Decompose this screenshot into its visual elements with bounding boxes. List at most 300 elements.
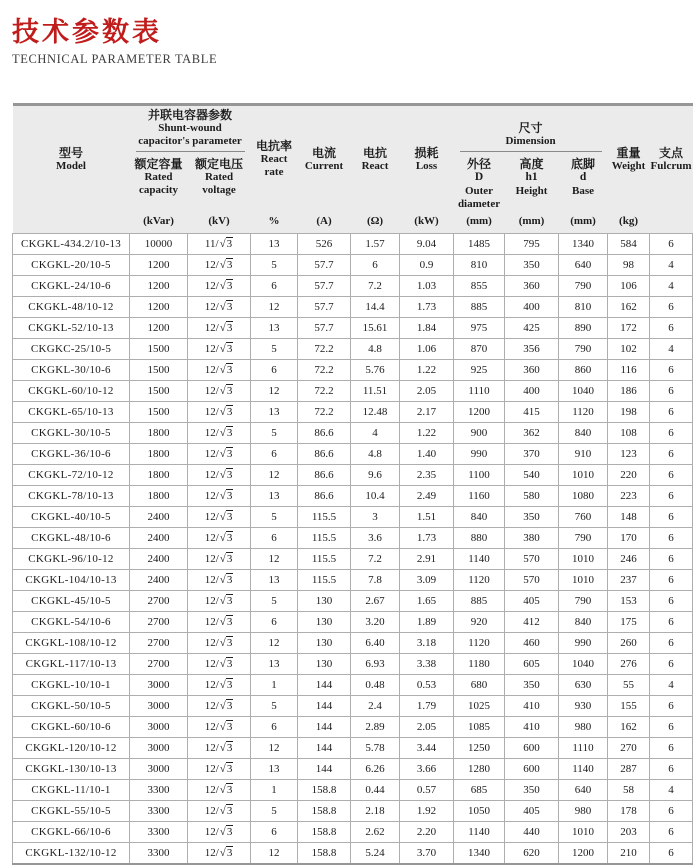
cell-height: 425 bbox=[505, 317, 559, 338]
sqrt-symbol: √ bbox=[219, 804, 226, 817]
cell-base: 890 bbox=[559, 317, 608, 338]
cell-height: 600 bbox=[505, 758, 559, 779]
cell-model: CKGKL-30/10-6 bbox=[13, 359, 130, 380]
cell-outer_diameter: 870 bbox=[454, 338, 505, 359]
cell-loss: 1.79 bbox=[400, 695, 454, 716]
cell-height: 540 bbox=[505, 464, 559, 485]
cell-loss: 2.20 bbox=[400, 821, 454, 842]
cell-capacity: 3000 bbox=[130, 695, 188, 716]
cell-voltage: 12/√3 bbox=[188, 611, 251, 632]
cell-height: 570 bbox=[505, 569, 559, 590]
header-dimension-group bbox=[454, 105, 608, 155]
technical-parameter-table bbox=[12, 103, 693, 865]
cell-model: CKGKL-54/10-6 bbox=[13, 611, 130, 632]
cell-model: CKGKL-30/10-5 bbox=[13, 422, 130, 443]
cell-base: 790 bbox=[559, 275, 608, 296]
cell-model: CKGKL-24/10-6 bbox=[13, 275, 130, 296]
sqrt-symbol: √ bbox=[219, 237, 226, 250]
table-row bbox=[13, 674, 693, 695]
cell-rate: 12 bbox=[251, 737, 298, 758]
cell-model: CKGKC-25/10-5 bbox=[13, 338, 130, 359]
header-react: 电抗 React bbox=[351, 105, 400, 213]
sqrt-symbol: √ bbox=[219, 321, 226, 334]
cell-base: 910 bbox=[559, 443, 608, 464]
cell-rate: 6 bbox=[251, 821, 298, 842]
cell-weight: 175 bbox=[608, 611, 650, 632]
cell-model: CKGKL-48/10-12 bbox=[13, 296, 130, 317]
cell-react: 14.4 bbox=[351, 296, 400, 317]
cell-react: 5.76 bbox=[351, 359, 400, 380]
cell-fulcrum: 6 bbox=[650, 821, 693, 842]
cell-model: CKGKL-20/10-5 bbox=[13, 254, 130, 275]
cell-voltage: 12/√3 bbox=[188, 821, 251, 842]
table-row bbox=[13, 716, 693, 737]
cell-react: 15.61 bbox=[351, 317, 400, 338]
cell-weight: 153 bbox=[608, 590, 650, 611]
cell-fulcrum: 6 bbox=[650, 401, 693, 422]
sqrt-symbol: √ bbox=[219, 678, 226, 691]
table-row bbox=[13, 527, 693, 548]
cell-outer_diameter: 925 bbox=[454, 359, 505, 380]
cell-capacity: 2700 bbox=[130, 611, 188, 632]
cell-base: 1110 bbox=[559, 737, 608, 758]
cell-capacity: 3300 bbox=[130, 842, 188, 864]
cell-voltage: 12/√3 bbox=[188, 317, 251, 338]
cell-react: 2.62 bbox=[351, 821, 400, 842]
cell-fulcrum: 6 bbox=[650, 695, 693, 716]
cell-voltage: 12/√3 bbox=[188, 548, 251, 569]
table-row bbox=[13, 632, 693, 653]
cell-current: 86.6 bbox=[298, 443, 351, 464]
cell-model: CKGKL-55/10-5 bbox=[13, 800, 130, 821]
cell-react: 6.26 bbox=[351, 758, 400, 779]
cell-loss: 0.9 bbox=[400, 254, 454, 275]
radicand: 3 bbox=[226, 300, 233, 313]
cell-loss: 1.22 bbox=[400, 359, 454, 380]
table-row bbox=[13, 485, 693, 506]
cell-height: 620 bbox=[505, 842, 559, 864]
cell-capacity: 1800 bbox=[130, 464, 188, 485]
cell-height: 415 bbox=[505, 401, 559, 422]
cell-rate: 12 bbox=[251, 548, 298, 569]
table-row bbox=[13, 233, 693, 254]
cell-react: 4.8 bbox=[351, 443, 400, 464]
cell-height: 360 bbox=[505, 275, 559, 296]
unit-capacity: (kVar) bbox=[130, 213, 188, 233]
radicand: 3 bbox=[226, 783, 233, 796]
cell-loss: 2.17 bbox=[400, 401, 454, 422]
cell-voltage: 12/√3 bbox=[188, 443, 251, 464]
cell-capacity: 3000 bbox=[130, 737, 188, 758]
capacitor-group-label: 并联电容器参数 Shunt-wound capacitor's parameter bbox=[136, 108, 245, 152]
table-row bbox=[13, 275, 693, 296]
cell-base: 760 bbox=[559, 506, 608, 527]
cell-height: 410 bbox=[505, 716, 559, 737]
cell-height: 360 bbox=[505, 359, 559, 380]
cell-react: 12.48 bbox=[351, 401, 400, 422]
cell-rate: 6 bbox=[251, 359, 298, 380]
cell-rate: 13 bbox=[251, 569, 298, 590]
cell-fulcrum: 4 bbox=[650, 779, 693, 800]
cell-loss: 0.57 bbox=[400, 779, 454, 800]
table-row bbox=[13, 380, 693, 401]
cell-weight: 102 bbox=[608, 338, 650, 359]
unit-voltage: (kV) bbox=[188, 213, 251, 233]
cell-capacity: 2400 bbox=[130, 506, 188, 527]
cell-current: 115.5 bbox=[298, 569, 351, 590]
cell-weight: 220 bbox=[608, 464, 650, 485]
cell-weight: 186 bbox=[608, 380, 650, 401]
cell-react: 3.6 bbox=[351, 527, 400, 548]
table-row bbox=[13, 779, 693, 800]
cell-loss: 2.05 bbox=[400, 716, 454, 737]
cell-rate: 13 bbox=[251, 401, 298, 422]
cell-base: 1010 bbox=[559, 464, 608, 485]
table-row bbox=[13, 296, 693, 317]
cell-capacity: 1200 bbox=[130, 317, 188, 338]
cell-base: 980 bbox=[559, 800, 608, 821]
cell-current: 57.7 bbox=[298, 296, 351, 317]
cell-loss: 1.92 bbox=[400, 800, 454, 821]
cell-fulcrum: 6 bbox=[650, 653, 693, 674]
cell-current: 57.7 bbox=[298, 275, 351, 296]
cell-react: 2.4 bbox=[351, 695, 400, 716]
cell-current: 86.6 bbox=[298, 464, 351, 485]
cell-current: 72.2 bbox=[298, 338, 351, 359]
cell-capacity: 3000 bbox=[130, 674, 188, 695]
cell-rate: 12 bbox=[251, 296, 298, 317]
cell-base: 1010 bbox=[559, 821, 608, 842]
cell-base: 1040 bbox=[559, 380, 608, 401]
cell-base: 1340 bbox=[559, 233, 608, 254]
cell-rate: 13 bbox=[251, 233, 298, 254]
cell-model: CKGKL-120/10-12 bbox=[13, 737, 130, 758]
cell-weight: 170 bbox=[608, 527, 650, 548]
cell-voltage: 12/√3 bbox=[188, 779, 251, 800]
cell-base: 630 bbox=[559, 674, 608, 695]
radicand: 3 bbox=[226, 804, 233, 817]
cell-fulcrum: 6 bbox=[650, 443, 693, 464]
cell-rate: 12 bbox=[251, 380, 298, 401]
cell-capacity: 1800 bbox=[130, 422, 188, 443]
cell-voltage: 12/√3 bbox=[188, 359, 251, 380]
cell-fulcrum: 6 bbox=[650, 464, 693, 485]
radicand: 3 bbox=[226, 636, 233, 649]
cell-weight: 276 bbox=[608, 653, 650, 674]
cell-height: 350 bbox=[505, 506, 559, 527]
cell-react: 2.67 bbox=[351, 590, 400, 611]
cell-voltage: 12/√3 bbox=[188, 674, 251, 695]
cell-fulcrum: 6 bbox=[650, 506, 693, 527]
cell-outer_diameter: 685 bbox=[454, 779, 505, 800]
cell-capacity: 1800 bbox=[130, 443, 188, 464]
cell-loss: 3.44 bbox=[400, 737, 454, 758]
cell-base: 840 bbox=[559, 422, 608, 443]
cell-fulcrum: 6 bbox=[650, 485, 693, 506]
cell-current: 72.2 bbox=[298, 359, 351, 380]
cell-rate: 5 bbox=[251, 254, 298, 275]
cell-capacity: 1200 bbox=[130, 254, 188, 275]
cell-outer_diameter: 1110 bbox=[454, 380, 505, 401]
cell-weight: 584 bbox=[608, 233, 650, 254]
cell-height: 405 bbox=[505, 590, 559, 611]
sqrt-symbol: √ bbox=[219, 552, 226, 565]
cell-model: CKGKL-40/10-5 bbox=[13, 506, 130, 527]
radicand: 3 bbox=[226, 762, 233, 775]
header-base: 底脚 d Base bbox=[559, 154, 608, 213]
header-fulcrum: 支点 Fulcrum bbox=[650, 105, 693, 213]
cell-weight: 98 bbox=[608, 254, 650, 275]
cell-loss: 1.51 bbox=[400, 506, 454, 527]
cell-fulcrum: 4 bbox=[650, 674, 693, 695]
cell-current: 158.8 bbox=[298, 821, 351, 842]
cell-outer_diameter: 1140 bbox=[454, 821, 505, 842]
cell-rate: 12 bbox=[251, 464, 298, 485]
cell-fulcrum: 6 bbox=[650, 359, 693, 380]
cell-fulcrum: 6 bbox=[650, 611, 693, 632]
unit-current: (A) bbox=[298, 213, 351, 233]
cell-outer_diameter: 1050 bbox=[454, 800, 505, 821]
sqrt-symbol: √ bbox=[219, 825, 226, 838]
radicand: 3 bbox=[226, 489, 233, 502]
cell-weight: 55 bbox=[608, 674, 650, 695]
cell-base: 790 bbox=[559, 527, 608, 548]
sqrt-symbol: √ bbox=[219, 510, 226, 523]
cell-outer_diameter: 1160 bbox=[454, 485, 505, 506]
cell-rate: 12 bbox=[251, 632, 298, 653]
cell-outer_diameter: 680 bbox=[454, 674, 505, 695]
radicand: 3 bbox=[226, 426, 233, 439]
cell-react: 3.20 bbox=[351, 611, 400, 632]
cell-base: 1010 bbox=[559, 569, 608, 590]
cell-capacity: 3300 bbox=[130, 779, 188, 800]
header-rated-voltage: 额定电压 Rated voltage bbox=[188, 154, 251, 213]
header-weight: 重量 Weight bbox=[608, 105, 650, 213]
cell-capacity: 1200 bbox=[130, 275, 188, 296]
cell-model: CKGKL-11/10-1 bbox=[13, 779, 130, 800]
cell-weight: 155 bbox=[608, 695, 650, 716]
sqrt-symbol: √ bbox=[219, 636, 226, 649]
sqrt-symbol: √ bbox=[219, 468, 226, 481]
sqrt-symbol: √ bbox=[219, 531, 226, 544]
cell-fulcrum: 4 bbox=[650, 338, 693, 359]
cell-height: 350 bbox=[505, 779, 559, 800]
radicand: 3 bbox=[226, 510, 233, 523]
cell-loss: 1.22 bbox=[400, 422, 454, 443]
cell-weight: 162 bbox=[608, 716, 650, 737]
radicand: 3 bbox=[226, 405, 233, 418]
unit-rate: % bbox=[251, 213, 298, 233]
cell-current: 130 bbox=[298, 611, 351, 632]
cell-height: 405 bbox=[505, 800, 559, 821]
cell-fulcrum: 6 bbox=[650, 317, 693, 338]
cell-weight: 260 bbox=[608, 632, 650, 653]
cell-rate: 13 bbox=[251, 485, 298, 506]
cell-outer_diameter: 840 bbox=[454, 506, 505, 527]
cell-react: 7.2 bbox=[351, 275, 400, 296]
cell-weight: 116 bbox=[608, 359, 650, 380]
cell-react: 0.44 bbox=[351, 779, 400, 800]
cell-weight: 270 bbox=[608, 737, 650, 758]
cell-voltage: 12/√3 bbox=[188, 422, 251, 443]
radicand: 3 bbox=[226, 384, 233, 397]
cell-outer_diameter: 1085 bbox=[454, 716, 505, 737]
cell-base: 980 bbox=[559, 716, 608, 737]
table-header bbox=[13, 105, 693, 234]
sqrt-symbol: √ bbox=[219, 405, 226, 418]
cell-fulcrum: 6 bbox=[650, 569, 693, 590]
cell-outer_diameter: 975 bbox=[454, 317, 505, 338]
cell-weight: 58 bbox=[608, 779, 650, 800]
cell-voltage: 12/√3 bbox=[188, 569, 251, 590]
cell-voltage: 12/√3 bbox=[188, 737, 251, 758]
cell-react: 7.2 bbox=[351, 548, 400, 569]
cell-current: 144 bbox=[298, 758, 351, 779]
sqrt-symbol: √ bbox=[219, 699, 226, 712]
cell-loss: 1.65 bbox=[400, 590, 454, 611]
cell-rate: 6 bbox=[251, 716, 298, 737]
radicand: 3 bbox=[226, 741, 233, 754]
unit-weight: (kg) bbox=[608, 213, 650, 233]
cell-voltage: 12/√3 bbox=[188, 632, 251, 653]
table-row bbox=[13, 443, 693, 464]
radicand: 3 bbox=[226, 342, 233, 355]
table-row bbox=[13, 800, 693, 821]
cell-current: 130 bbox=[298, 632, 351, 653]
cell-react: 9.6 bbox=[351, 464, 400, 485]
cell-react: 5.78 bbox=[351, 737, 400, 758]
cell-voltage: 12/√3 bbox=[188, 695, 251, 716]
cell-voltage: 12/√3 bbox=[188, 275, 251, 296]
header-group-row bbox=[13, 105, 693, 155]
cell-weight: 198 bbox=[608, 401, 650, 422]
radicand: 3 bbox=[226, 825, 233, 838]
cell-rate: 6 bbox=[251, 611, 298, 632]
cell-loss: 1.84 bbox=[400, 317, 454, 338]
table-row bbox=[13, 590, 693, 611]
cell-rate: 1 bbox=[251, 674, 298, 695]
cell-height: 460 bbox=[505, 632, 559, 653]
cell-height: 400 bbox=[505, 296, 559, 317]
cell-voltage: 12/√3 bbox=[188, 842, 251, 864]
cell-voltage: 12/√3 bbox=[188, 296, 251, 317]
cell-loss: 3.70 bbox=[400, 842, 454, 864]
sqrt-symbol: √ bbox=[219, 720, 226, 733]
cell-base: 640 bbox=[559, 779, 608, 800]
radicand: 3 bbox=[226, 573, 233, 586]
cell-fulcrum: 6 bbox=[650, 800, 693, 821]
cell-model: CKGKL-104/10-13 bbox=[13, 569, 130, 590]
cell-base: 1080 bbox=[559, 485, 608, 506]
cell-rate: 13 bbox=[251, 758, 298, 779]
cell-react: 4.8 bbox=[351, 338, 400, 359]
cell-loss: 2.35 bbox=[400, 464, 454, 485]
cell-current: 144 bbox=[298, 737, 351, 758]
sqrt-symbol: √ bbox=[219, 384, 226, 397]
cell-height: 440 bbox=[505, 821, 559, 842]
cell-loss: 1.06 bbox=[400, 338, 454, 359]
header-model: 型号 Model bbox=[13, 105, 130, 213]
cell-model: CKGKL-66/10-6 bbox=[13, 821, 130, 842]
table-row bbox=[13, 254, 693, 275]
cell-rate: 1 bbox=[251, 779, 298, 800]
cell-voltage: 12/√3 bbox=[188, 653, 251, 674]
cell-loss: 1.73 bbox=[400, 527, 454, 548]
cell-outer_diameter: 900 bbox=[454, 422, 505, 443]
cell-loss: 1.89 bbox=[400, 611, 454, 632]
cell-model: CKGKL-117/10-13 bbox=[13, 653, 130, 674]
cell-loss: 0.53 bbox=[400, 674, 454, 695]
cell-height: 795 bbox=[505, 233, 559, 254]
unit-height: (mm) bbox=[505, 213, 559, 233]
cell-capacity: 3300 bbox=[130, 800, 188, 821]
cell-rate: 6 bbox=[251, 527, 298, 548]
header-outer-diameter: 外径 D Outer diameter bbox=[454, 154, 505, 213]
cell-react: 5.24 bbox=[351, 842, 400, 864]
cell-model: CKGKL-72/10-12 bbox=[13, 464, 130, 485]
radicand: 3 bbox=[226, 363, 233, 376]
cell-weight: 223 bbox=[608, 485, 650, 506]
cell-rate: 12 bbox=[251, 842, 298, 864]
cell-fulcrum: 6 bbox=[650, 548, 693, 569]
cell-current: 57.7 bbox=[298, 254, 351, 275]
cell-capacity: 2700 bbox=[130, 590, 188, 611]
table-row bbox=[13, 359, 693, 380]
cell-outer_diameter: 885 bbox=[454, 296, 505, 317]
cell-current: 115.5 bbox=[298, 527, 351, 548]
cell-capacity: 1800 bbox=[130, 485, 188, 506]
cell-height: 410 bbox=[505, 695, 559, 716]
cell-react: 1.57 bbox=[351, 233, 400, 254]
cell-height: 370 bbox=[505, 443, 559, 464]
radicand: 3 bbox=[226, 657, 233, 670]
cell-current: 57.7 bbox=[298, 317, 351, 338]
cell-fulcrum: 6 bbox=[650, 233, 693, 254]
table-row bbox=[13, 401, 693, 422]
sqrt-symbol: √ bbox=[219, 279, 226, 292]
cell-capacity: 1500 bbox=[130, 338, 188, 359]
cell-outer_diameter: 1120 bbox=[454, 632, 505, 653]
sqrt-symbol: √ bbox=[219, 426, 226, 439]
cell-current: 72.2 bbox=[298, 380, 351, 401]
cell-fulcrum: 6 bbox=[650, 758, 693, 779]
cell-weight: 162 bbox=[608, 296, 650, 317]
cell-capacity: 2400 bbox=[130, 548, 188, 569]
sqrt-symbol: √ bbox=[219, 657, 226, 670]
cell-voltage: 12/√3 bbox=[188, 338, 251, 359]
cell-voltage: 12/√3 bbox=[188, 380, 251, 401]
cell-current: 130 bbox=[298, 653, 351, 674]
cell-capacity: 1200 bbox=[130, 296, 188, 317]
page-title: 技术参数表 bbox=[12, 17, 162, 48]
cell-fulcrum: 6 bbox=[650, 737, 693, 758]
cell-current: 72.2 bbox=[298, 401, 351, 422]
table-row bbox=[13, 737, 693, 758]
radicand: 3 bbox=[226, 447, 233, 460]
cell-current: 144 bbox=[298, 674, 351, 695]
cell-model: CKGKL-52/10-13 bbox=[13, 317, 130, 338]
dimension-group-label: 尺寸 Dimension bbox=[460, 121, 602, 152]
cell-capacity: 1500 bbox=[130, 359, 188, 380]
header-react-rate: 电抗率 React rate bbox=[251, 105, 298, 213]
radicand: 3 bbox=[226, 846, 233, 859]
cell-current: 86.6 bbox=[298, 422, 351, 443]
cell-current: 130 bbox=[298, 590, 351, 611]
cell-capacity: 1500 bbox=[130, 401, 188, 422]
cell-fulcrum: 6 bbox=[650, 422, 693, 443]
cell-weight: 203 bbox=[608, 821, 650, 842]
unit-model bbox=[13, 213, 130, 233]
